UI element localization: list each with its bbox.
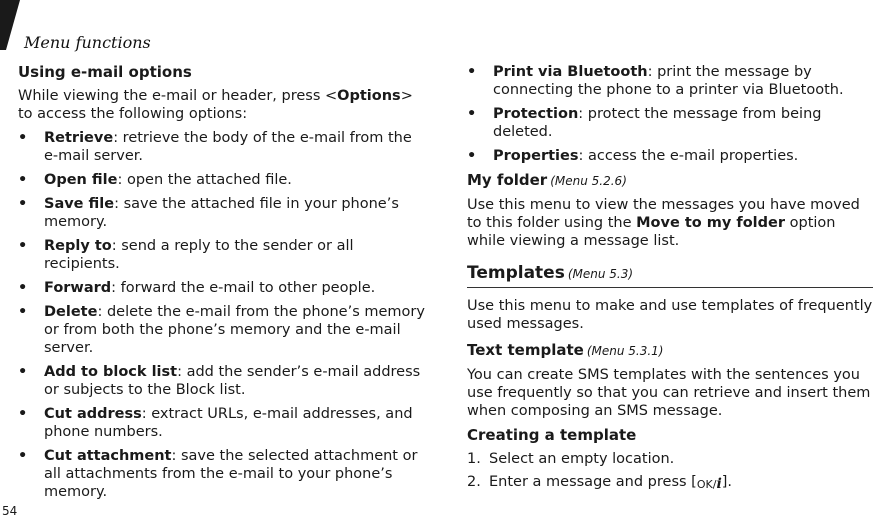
left-column [18, 63, 426, 507]
section-heading-templates: Templates (Menu 5.3) [467, 264, 873, 288]
section-heading-text-template: Text template (Menu 5.3.1) [467, 341, 664, 359]
section-heading-creating-template: Creating a template [467, 426, 637, 444]
list-item: • Forward: forward the e-mail to other people. [18, 280, 376, 296]
list-item: • Properties: access the e-mail properties. [467, 148, 799, 164]
text-template-paragraph: You can create SMS templates with the sentences you use frequently so that you can retrieve and insert them when composing an SMS message. [467, 367, 871, 419]
right-column [467, 63, 873, 499]
list-item: • Reply to: send a reply to the sender or all recipients. [18, 238, 354, 272]
my-folder-paragraph: Use this menu to view the messages you have moved to this folder using the Move to my folder option while viewing a message list. [467, 197, 860, 249]
step-item: 2. Enter a message and press [OK/i]. [467, 474, 733, 492]
section-heading-email-options: Using e-mail options [18, 63, 192, 81]
menu-reference: (Menu 5.2.6) [550, 174, 627, 188]
header-corner-bar [0, 0, 20, 50]
page-header-title: Menu functions [24, 33, 151, 52]
list-item: • Print via Bluetooth: print the message by connecting the phone to a printer via Bluetooth. [467, 64, 844, 98]
list-item: • Save file: save the attached file in your phone’s memory. [18, 196, 399, 230]
section-heading-my-folder: My folder (Menu 5.2.6) [467, 171, 627, 189]
list-item: • Add to block list: add the sender’s e-mail address or subjects to the Block list. [18, 364, 421, 398]
list-item: • Cut address: extract URLs, e-mail addresses, and phone numbers. [18, 406, 413, 440]
page-number: 54 [2, 504, 18, 518]
menu-reference: (Menu 5.3.1) [586, 344, 664, 358]
intro-paragraph: While viewing the e-mail or header, press <Options> to access the following options: [18, 88, 413, 122]
list-item: • Retrieve: retrieve the body of the e-mail from the e-mail server. [18, 130, 412, 164]
list-item: • Cut attachment: save the selected attachment or all attachments from the e-mail to your phone’s memory. [18, 448, 418, 500]
step-item: 1. Select an empty location. [467, 451, 675, 467]
ok-key-icon: OK/i [696, 476, 722, 492]
list-item: • Protection: protect the message from being deleted. [467, 106, 822, 140]
templates-paragraph: Use this menu to make and use templates of frequently used messages. [467, 298, 873, 332]
menu-reference: (Menu 5.3) [567, 267, 634, 281]
list-item: • Open file: open the attached file. [18, 172, 292, 188]
list-item: • Delete: delete the e-mail from the phone’s memory or from both the phone’s memory and the e-mail server. [18, 304, 425, 356]
